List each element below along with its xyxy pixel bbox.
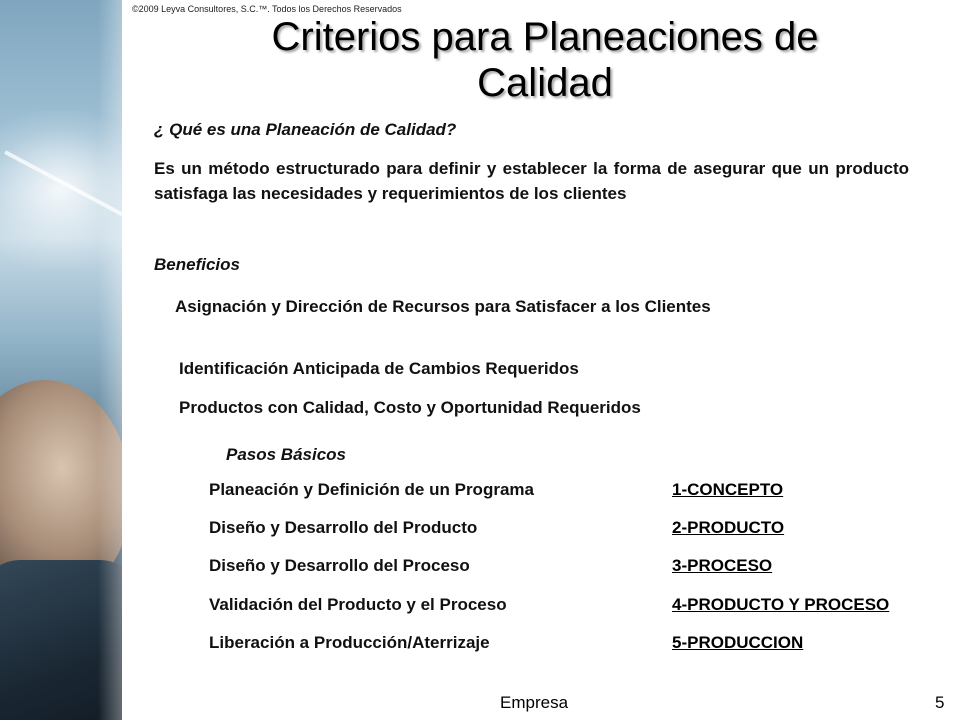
- step-label: Diseño y Desarrollo del Proceso: [209, 556, 470, 575]
- step-link-concepto[interactable]: 1-CONCEPTO: [672, 480, 784, 499]
- page-title: Criterios para Planeaciones de Calidad: [271, 15, 819, 105]
- step-link-producto[interactable]: 2-PRODUCTO: [672, 518, 785, 537]
- benefit-item: Identificación Anticipada de Cambios Requeridos: [179, 359, 579, 378]
- copyright-notice: ©2009 Leyva Consultores, S.C.™. Todos los Derechos Reservados: [132, 4, 402, 14]
- step-label: Diseño y Desarrollo del Producto: [209, 518, 478, 537]
- step-link-produccion[interactable]: 5-PRODUCCION: [672, 633, 804, 652]
- question-heading: ¿ Qué es una Planeación de Calidad?: [154, 120, 457, 139]
- steps-heading: Pasos Básicos: [226, 445, 347, 464]
- step-label: Planeación y Definición de un Programa: [209, 480, 534, 499]
- step-label: Liberación a Producción/Aterrizaje: [209, 633, 490, 652]
- step-row: [209, 556, 939, 580]
- step-row: [209, 633, 939, 657]
- side-photo: [0, 0, 122, 720]
- benefit-item: Productos con Calidad, Costo y Oportunidad Requeridos: [179, 398, 641, 417]
- definition-paragraph: Es un método estructurado para definir y establecer la forma de asegurar que un producto satisfaga las necesidades y requerimientos de los clientes: [154, 159, 909, 203]
- step-row: [209, 480, 939, 504]
- step-link-producto-y-proceso[interactable]: 4-PRODUCTO Y PROCESO: [672, 595, 890, 614]
- footer-label: Empresa: [500, 693, 569, 712]
- step-row: [209, 595, 939, 619]
- photo-edge-fade: [98, 0, 122, 720]
- step-row: [209, 518, 939, 542]
- step-link-proceso[interactable]: 3-PROCESO: [672, 556, 773, 575]
- step-label: Validación del Producto y el Proceso: [209, 595, 507, 614]
- benefit-item: Asignación y Dirección de Recursos para Satisfacer a los Clientes: [175, 297, 711, 316]
- page-number: 5: [935, 693, 945, 712]
- benefits-heading: Beneficios: [154, 255, 240, 274]
